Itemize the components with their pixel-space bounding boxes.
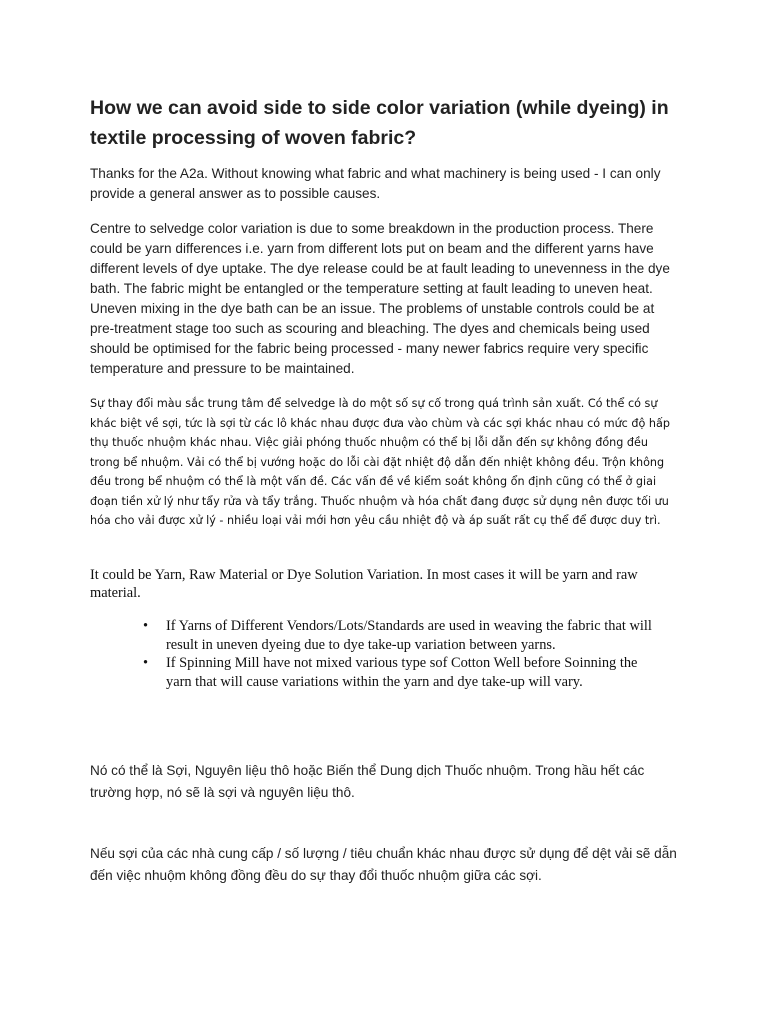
bullet-icon: • <box>143 655 149 671</box>
paragraph-yarn-variation: It could be Yarn, Raw Material or Dye Solution Variation. In most cases it will be yarn and raw material. <box>90 567 638 601</box>
list-item <box>140 654 660 691</box>
paragraph-causes-vietnamese: Sự thay đổi màu sắc trung tâm để selvedge là do một số sự cố trong quá trình sản xuất. Có thể có sự khác biệt về sợi, tức là sợi từ các lô khác nhau được đưa vào chùm và các sợi khác nhau có mức độ hấp thụ thuốc nhuộm khác nhau. Việc giải phóng thuốc nhuộm có thể bị lỗi dẫn đến sự không đồng đều trong bể nhuộm. Vải có thể bị vướng hoặc do lỗi cài đặt nhiệt độ dẫn đến nhiệt không đều. Trộn không đều trong bể nhuộm có thể là một vấn đề. Các vấn đề về kiểm soát không ổn định cũng có thể ở giai đoạn tiền xử lý như tẩy rửa và tẩy trắng. Thuốc nhuộm và hóa chất đang được sử dụng nên được tối ưu hóa cho vải được xử lý - nhiều loại vải mới hơn yêu cầu nhiệt độ và áp suất rất cụ thể để được duy trì. <box>90 397 670 527</box>
bullet-icon: • <box>143 618 149 634</box>
paragraph-intro: Thanks for the A2a. Without knowing what fabric and what machinery is being used - I can only provide a general answer as to possible causes. <box>90 166 661 201</box>
paragraph-yarn-variation-vietnamese: Nó có thể là Sợi, Nguyên liệu thô hoặc Biến thể Dung dịch Thuốc nhuộm. Trong hầu hết các trường hợp, nó sẽ là sợi và nguyên liệu thô. <box>90 763 645 800</box>
bullet-list <box>140 617 660 691</box>
list-item-text: If Spinning Mill have not mixed various type sof Cotton Well before Soinning the yarn that will cause variations within the yarn and dye take-up will vary. <box>166 655 638 690</box>
page-title: How we can avoid side to side color variation (while dyeing) in textile processing of woven fabric? <box>90 97 669 149</box>
list-item <box>140 617 660 654</box>
paragraph-causes: Centre to selvedge color variation is due to some breakdown in the production process. There could be yarn differences i.e. yarn from different lots put on beam and the different yarns have different levels of dye uptake. The dye release could be at fault leading to unevenness in the dye bath. The fabric might be entangled or the temperature setting at fault leading to uneven heat. Uneven mixing in the dye bath can be an issue. The problems of unstable controls could be at pre-treatment stage too such as scouring and bleaching. The dyes and chemicals being used should be optimised for the fabric being processed - many newer fabrics require very specific temperature and pressure to be maintained. <box>90 221 670 376</box>
list-item-text: If Yarns of Different Vendors/Lots/Standards are used in weaving the fabric that will result in uneven dyeing due to dye take-up variation between yarns. <box>166 618 652 653</box>
paragraph-vendors-vietnamese: Nếu sợi của các nhà cung cấp / số lượng / tiêu chuẩn khác nhau được sử dụng để dệt vải sẽ dẫn đến việc nhuộm không đồng đều do sự thay đổi thuốc nhuộm giữa các sợi. <box>90 846 677 883</box>
